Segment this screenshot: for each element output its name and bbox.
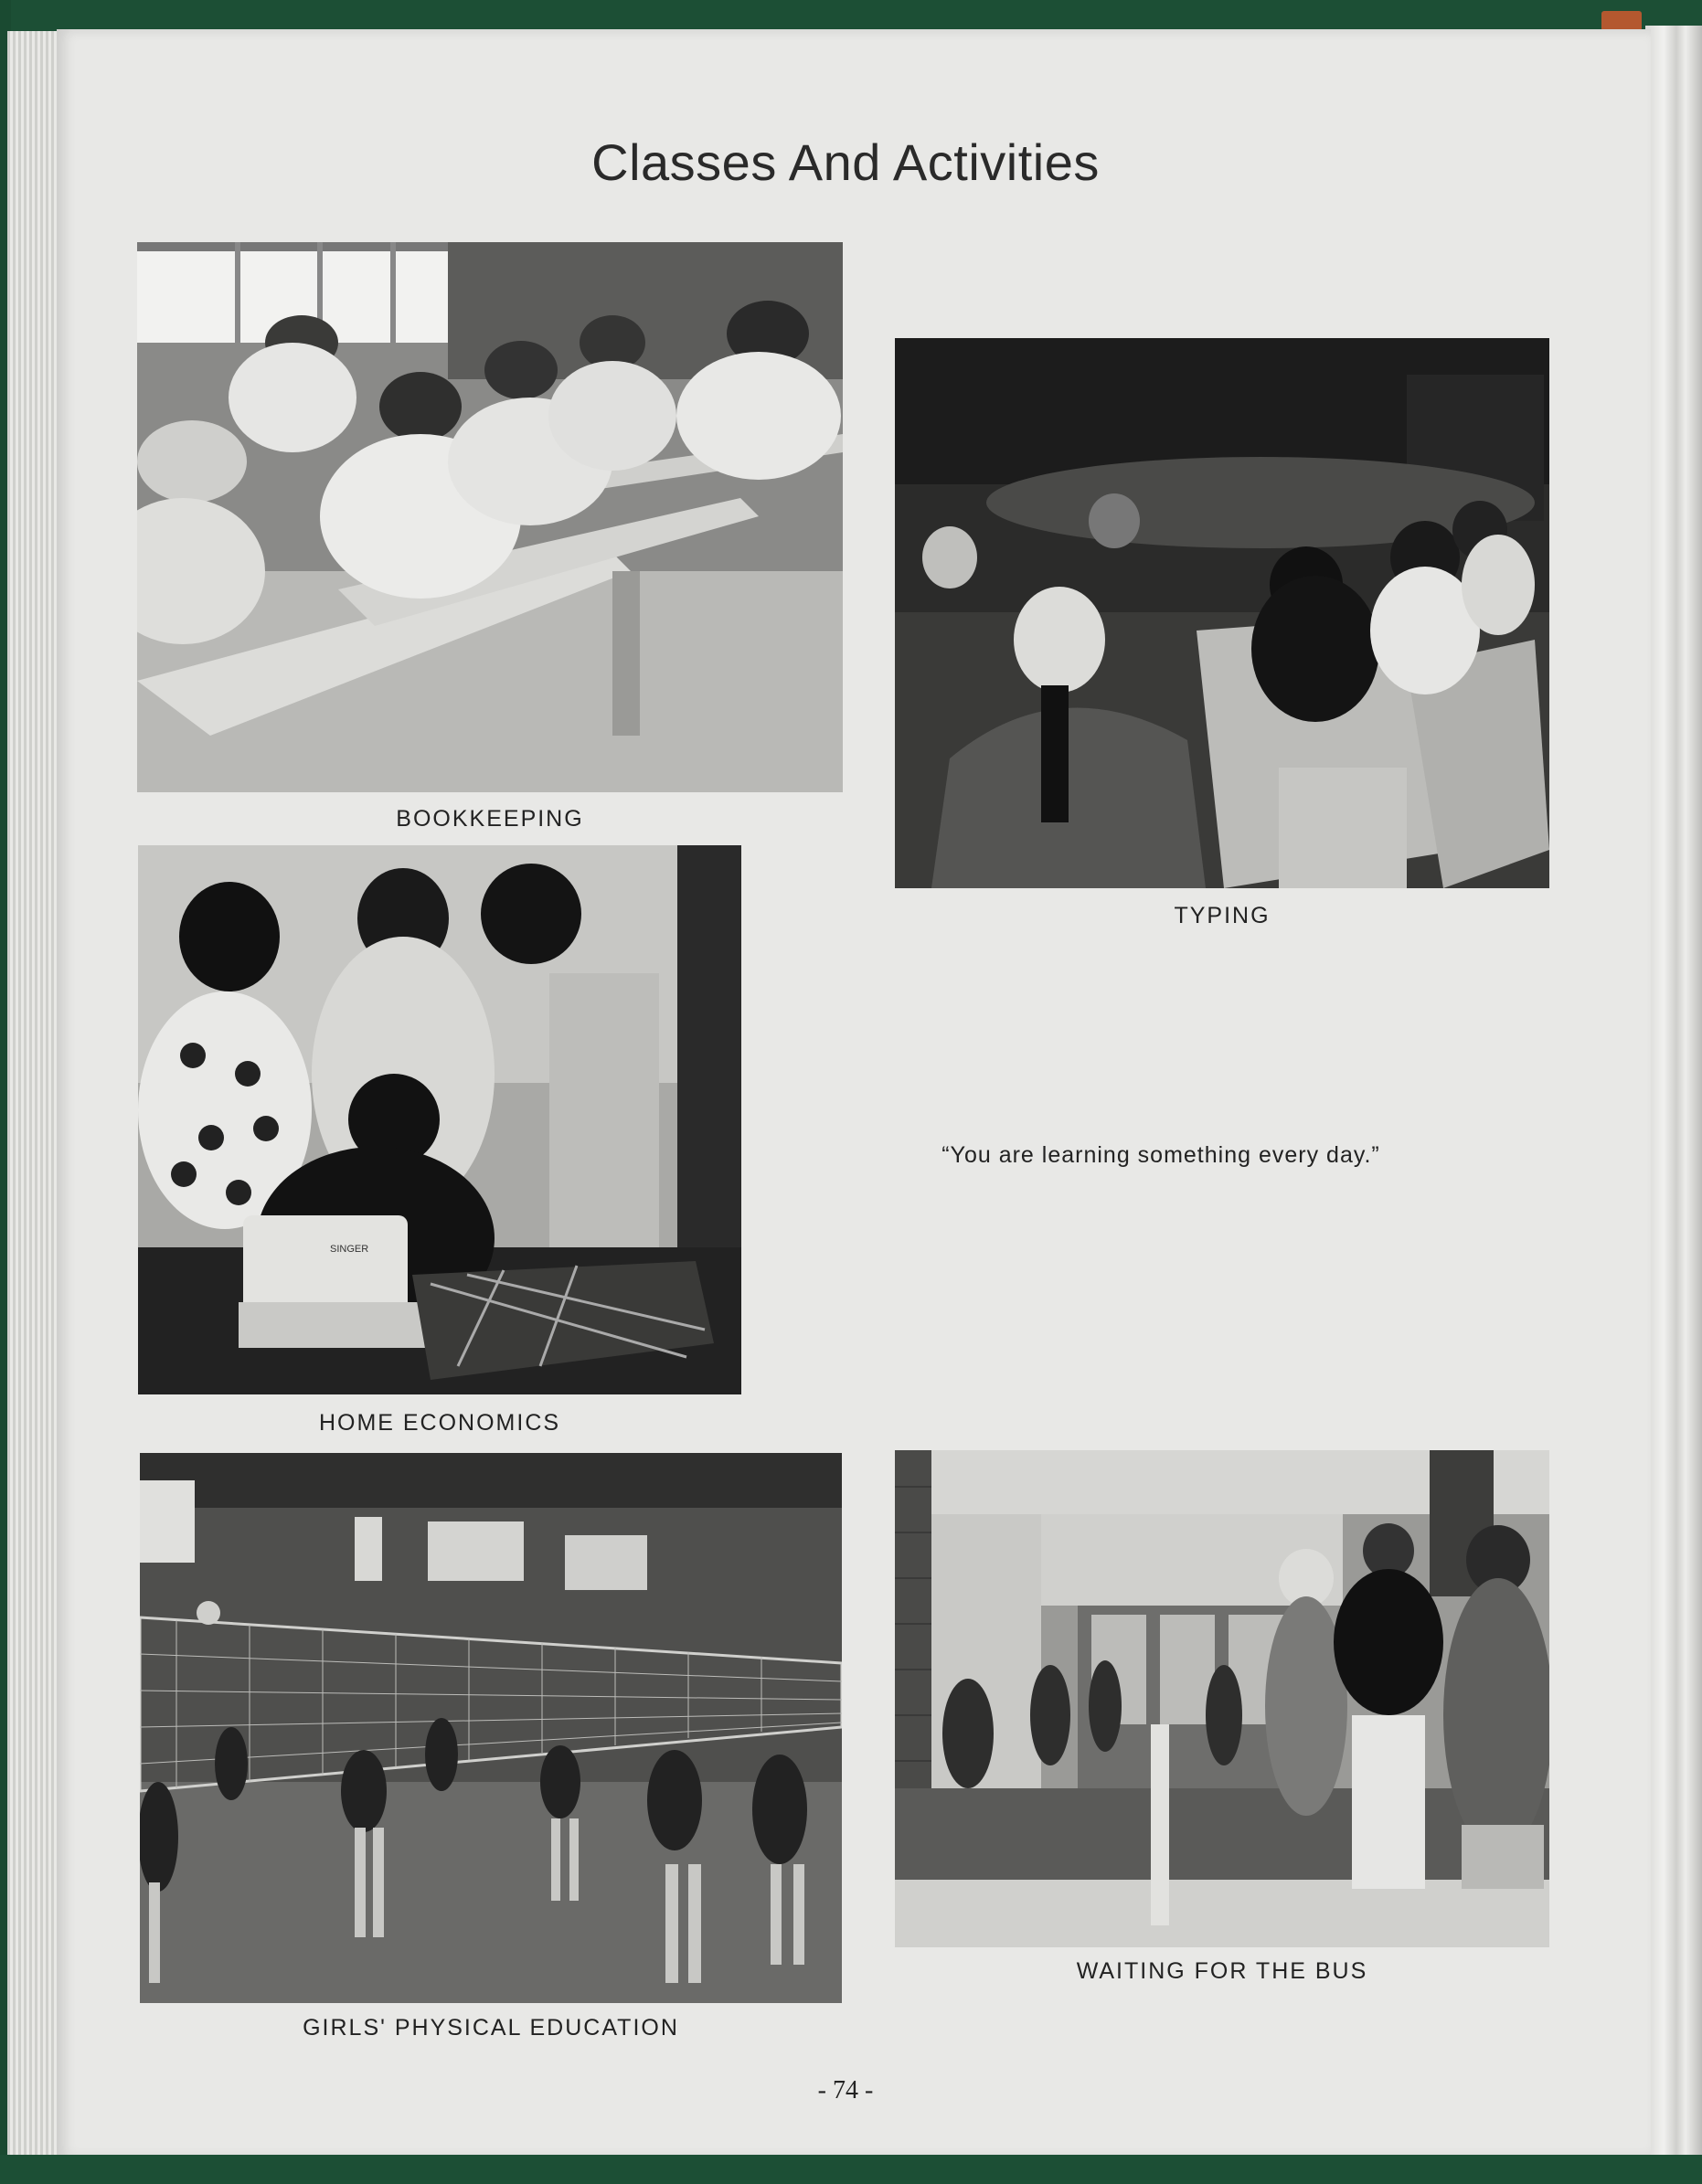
- physical-education-caption: GIRLS' PHYSICAL EDUCATION: [303, 2015, 679, 2041]
- book-cover-top: [0, 0, 1702, 33]
- page-number: - 74 -: [817, 2076, 874, 2104]
- waiting-for-bus-caption: WAITING FOR THE BUS: [1076, 1958, 1368, 1984]
- typing-caption: TYPING: [1174, 903, 1271, 928]
- sewing-machine-label: SINGER: [330, 1244, 369, 1255]
- home-economics-photo: [138, 845, 741, 1394]
- bookkeeping-caption: BOOKKEEPING: [396, 806, 584, 832]
- typing-photo: [895, 338, 1549, 888]
- waiting-for-bus-photo: [895, 1450, 1549, 1947]
- physical-education-photo: [140, 1453, 842, 2003]
- book-cover-bottom: [0, 2155, 1702, 2184]
- page-title: Classes And Activities: [591, 133, 1100, 191]
- home-economics-caption: HOME ECONOMICS: [318, 1410, 561, 1436]
- bookkeeping-photo: [137, 242, 843, 792]
- book-right-edge: [1645, 26, 1702, 2160]
- bookmark-tab: [1601, 11, 1642, 31]
- quote-text: “You are learning something every day.”: [941, 1142, 1380, 1168]
- page-edges: [7, 31, 62, 2160]
